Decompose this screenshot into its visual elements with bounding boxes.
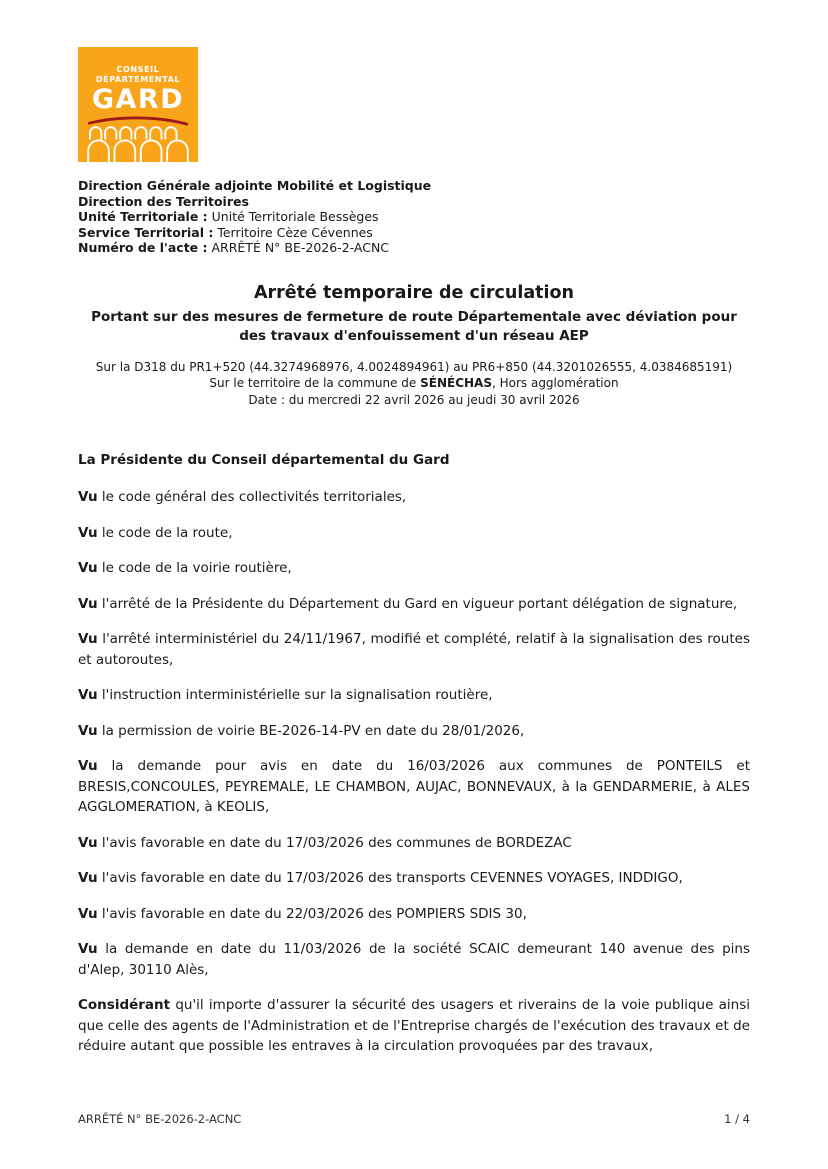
logo-gard-wordmark: GARD xyxy=(91,84,185,115)
paragraph-text: le code de la route, xyxy=(97,524,233,541)
location-block xyxy=(78,359,750,409)
paragraph-text: la demande en date du 11/03/2026 de la société SCAIC demeurant 140 avenue des pins d'Alep, 30110 Alès, xyxy=(78,941,750,978)
paragraph-text: l'avis favorable en date du 17/03/2026 des transports CEVENNES VOYAGES, INDDIGO, xyxy=(97,870,683,886)
paragraph-lead: Vu xyxy=(78,560,98,576)
gard-logo xyxy=(78,47,198,162)
meta-value: Unité Territoriale Bessèges xyxy=(207,209,379,224)
paragraph-lead: Vu xyxy=(78,489,98,505)
paragraph-lead: Vu xyxy=(78,595,98,612)
footer-acte-number: ARRÊTÉ N° BE-2026-2-ACNC xyxy=(78,1112,242,1126)
logo-org-line1: CONSEIL xyxy=(116,65,160,74)
paragraph-lead: Vu xyxy=(78,941,98,957)
paragraph-text: l'arrêté interministériel du 24/11/1967, modifié et complété, relatif à la signalisation des routes et autoroutes, xyxy=(78,631,750,668)
logo-org-name xyxy=(96,65,180,85)
body-paragraph xyxy=(78,833,750,854)
paragraph-text: la permission de voirie BE-2026-14-PV en date du 28/01/2026, xyxy=(97,722,525,739)
meta-label: Service Territorial : xyxy=(78,224,214,240)
paragraph-lead: Vu xyxy=(78,687,98,703)
commune-line xyxy=(78,375,750,392)
footer-page-number: 1 / 4 xyxy=(724,1112,750,1126)
direction-generale-line: Direction Générale adjointe Mobilité et Logistique xyxy=(78,178,432,193)
paragraph-text: la demande pour avis en date du 16/03/2026 aux communes de PONTEILS et BRESIS,CONCOULES, PEYREMALE, LE CHAMBON, AUJAC, BONNEVAUX, à la GENDARMERIE, à ALES AGGLOMERATION, à KEOLIS, xyxy=(78,758,750,815)
paragraph-lead: Vu xyxy=(78,524,98,541)
date-range-line: Date : du mercredi 22 avril 2026 au jeudi 30 avril 2026 xyxy=(248,392,580,407)
meta-value: ARRÊTÉ N° BE-2026-2-ACNC xyxy=(207,240,390,255)
unite-territoriale-row xyxy=(78,209,750,225)
paragraph-text: l'instruction interministérielle sur la signalisation routière, xyxy=(97,687,493,703)
body-paragraph xyxy=(78,629,750,670)
paragraph-lead: Vu xyxy=(78,905,98,922)
page-footer xyxy=(78,1112,750,1126)
body-paragraph xyxy=(78,487,750,508)
body-heading: La Présidente du Conseil départemental du Gard xyxy=(78,452,450,468)
paragraph-text: l'arrêté de la Présidente du Département du Gard en vigueur portant délégation de signature, xyxy=(97,595,738,612)
paragraph-text: l'avis favorable en date du 22/03/2026 des POMPIERS SDIS 30, xyxy=(97,905,527,922)
paragraph-lead: Considérant xyxy=(78,997,171,1013)
direction-territoires-line: Direction des Territoires xyxy=(78,193,249,209)
meta-value: Territoire Cèze Cévennes xyxy=(213,224,373,240)
paragraph-text: le code général des collectivités territoriales, xyxy=(97,489,407,505)
body-paragraph xyxy=(78,939,750,980)
body-paragraph xyxy=(78,558,750,579)
logo-org-line2: DÉPARTEMENTAL xyxy=(95,75,181,84)
paragraph-lead: Vu xyxy=(78,758,98,774)
header-block xyxy=(78,178,750,256)
meta-label: Numéro de l'acte : xyxy=(78,240,208,255)
service-territorial-row xyxy=(78,225,750,241)
body-paragraph xyxy=(78,756,750,818)
paragraph-lead: Vu xyxy=(78,631,98,647)
paragraph-text: qu'il importe d'assurer la sécurité des usagers et riverains de la voie publique ainsi que celle des agents de l'Administration et de l'Entreprise chargés de l'exécution des travaux et de réduire autant que possible les entraves à la circulation provoquées par des travaux, xyxy=(78,997,750,1054)
pont-du-gard-icon xyxy=(81,115,195,162)
body-paragraph xyxy=(78,995,750,1057)
paragraph-text: le code de la voirie routière, xyxy=(97,560,292,576)
commune-suffix: , Hors agglomération xyxy=(491,376,619,390)
document-subtitle: Portant sur des mesures de fermeture de route Départementale avec déviation pour des travaux d'enfouissement d'un réseau AEP xyxy=(91,308,737,344)
body-paragraph xyxy=(78,721,750,742)
body-paragraph xyxy=(78,868,750,889)
meta-label: Unité Territoriale : xyxy=(78,209,208,224)
paragraph-text: l'avis favorable en date du 17/03/2026 des communes de BORDEZAC xyxy=(97,834,572,851)
body-paragraph xyxy=(78,904,750,925)
body-paragraph xyxy=(78,685,750,706)
commune-name: SÉNÉCHAS xyxy=(420,376,492,390)
body-paragraph xyxy=(78,594,750,615)
document-title: Arrêté temporaire de circulation xyxy=(253,282,575,303)
commune-prefix: Sur le territoire de la commune de xyxy=(209,376,421,390)
document-content xyxy=(78,47,750,1072)
paragraph-lead: Vu xyxy=(78,870,98,886)
paragraph-lead: Vu xyxy=(78,722,98,739)
body-paragraph xyxy=(78,523,750,544)
road-section-line: Sur la D318 du PR1+520 (44.3274968976, 4.0024894961) au PR6+850 (44.3201026555, 4.0384685191) xyxy=(95,359,733,374)
paragraph-lead: Vu xyxy=(78,834,98,851)
numero-acte-row xyxy=(78,240,750,256)
